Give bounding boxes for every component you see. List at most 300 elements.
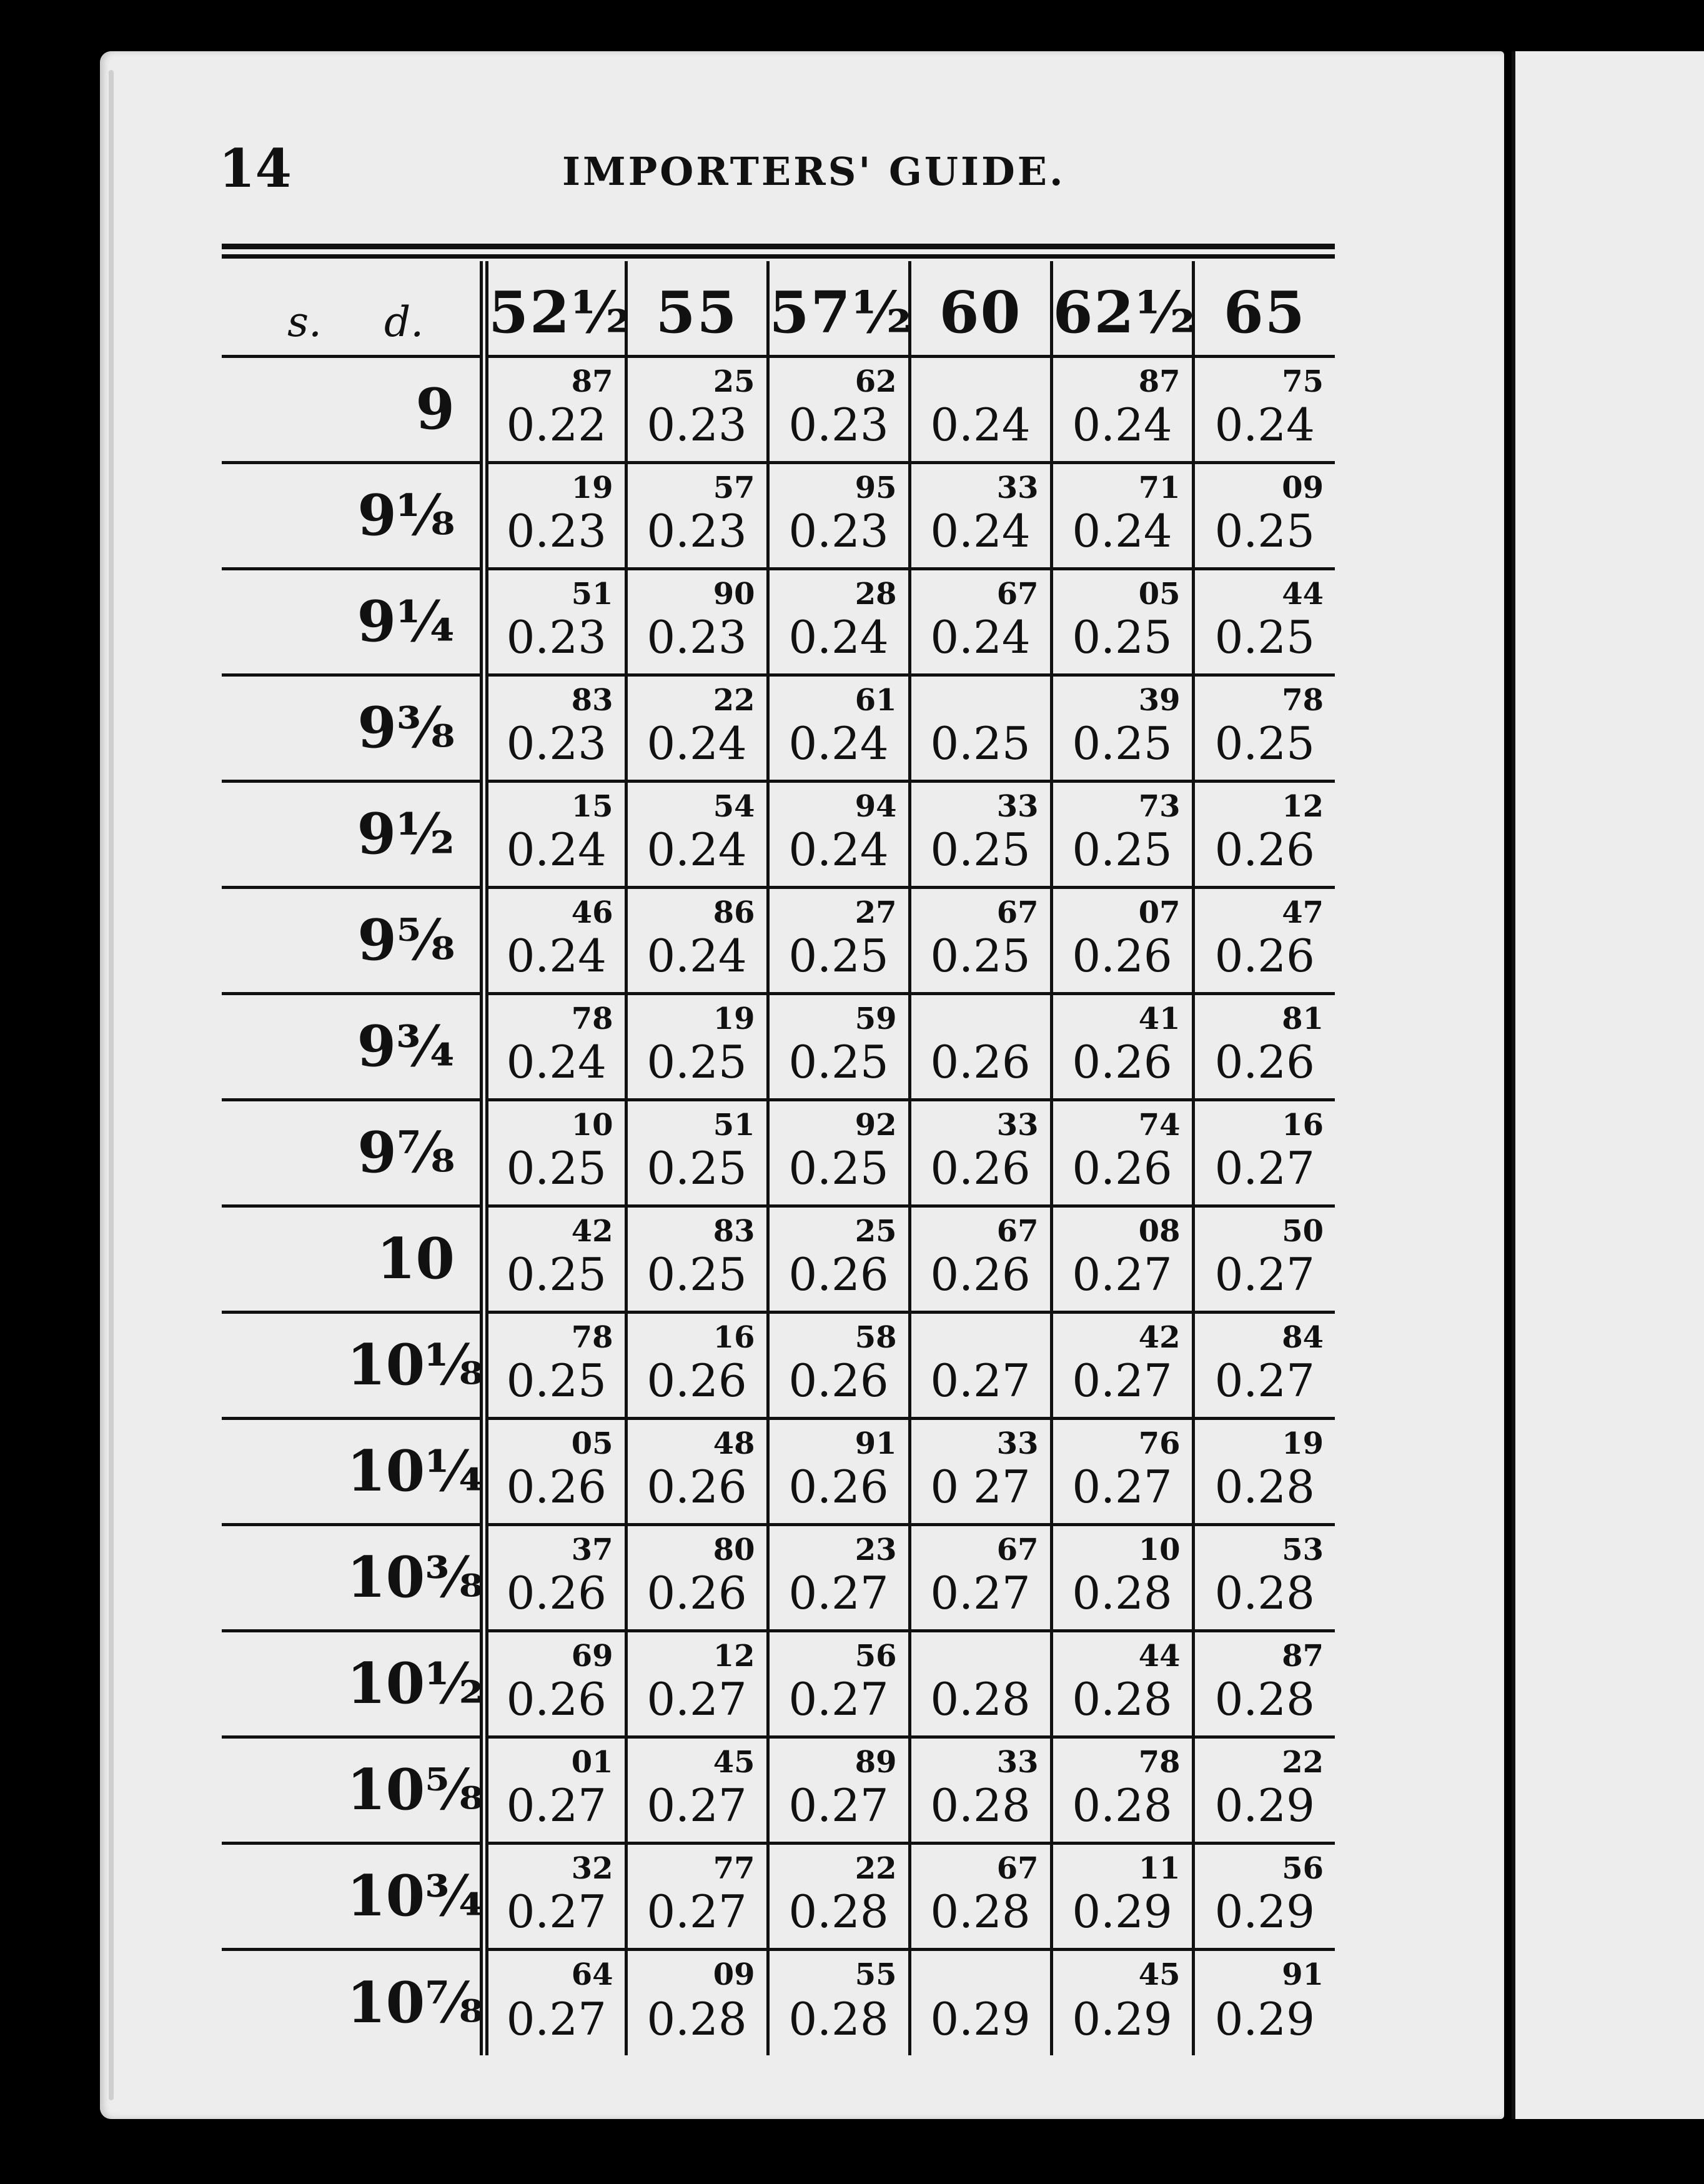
value-cell	[909, 356, 1051, 462]
shillings-cell	[222, 568, 347, 675]
value-fraction-digits: 95	[854, 470, 897, 505]
value-fraction-digits: 83	[571, 682, 613, 718]
value-cell	[1193, 993, 1335, 1099]
value-cell	[768, 462, 909, 568]
value-fraction-digits: 33	[996, 788, 1039, 824]
value-cell	[1051, 1099, 1193, 1206]
value-fraction-digits: 67	[996, 1532, 1039, 1567]
value-fraction-digits: 73	[1138, 788, 1181, 824]
value-main: 0.24	[788, 823, 889, 876]
value-fraction-digits: 33	[996, 1107, 1039, 1143]
table-row	[222, 1949, 1335, 2055]
value-cell	[1193, 1949, 1335, 2055]
header-row	[222, 261, 1335, 356]
value-cell	[768, 1949, 909, 2055]
page-title: IMPORTERS' GUIDE.	[562, 149, 1066, 194]
value-cell	[626, 1843, 768, 1949]
value-main: 0.26	[646, 1354, 747, 1407]
value-cell	[484, 993, 626, 1099]
shillings-cell	[222, 675, 347, 781]
value-fraction-digits: 56	[1282, 1850, 1324, 1886]
value-cell	[626, 781, 768, 887]
value-main: 0.26	[646, 1460, 747, 1513]
value-cell	[1193, 887, 1335, 993]
value-main: 0.23	[506, 610, 607, 663]
value-fraction-digits: 87	[1282, 1638, 1324, 1674]
shillings-cell	[222, 1737, 347, 1843]
value-fraction-digits: 10	[571, 1107, 613, 1143]
value-cell	[484, 1631, 626, 1737]
table-row	[222, 568, 1335, 675]
value-fraction-digits: 51	[571, 576, 613, 612]
value-fraction-digits: 67	[996, 895, 1039, 930]
value-fraction-digits: 62	[854, 364, 897, 399]
value-cell	[626, 993, 768, 1099]
value-fraction-digits: 51	[713, 1107, 755, 1143]
shillings-cell	[222, 1631, 347, 1737]
value-cell	[768, 356, 909, 462]
pence-header: d.	[347, 261, 484, 356]
value-main: 0.25	[1072, 823, 1172, 876]
shillings-cell	[222, 1206, 347, 1312]
value-fraction-digits: 87	[571, 364, 613, 399]
value-main: 0.27	[1072, 1354, 1172, 1407]
value-main: 0.26	[1214, 823, 1315, 876]
value-main: 0.26	[1072, 1035, 1172, 1088]
value-main: 0.27	[646, 1885, 747, 1938]
value-cell	[484, 462, 626, 568]
shillings-cell	[222, 1099, 347, 1206]
value-fraction-digits: 92	[854, 1107, 897, 1143]
value-cell	[1051, 1949, 1193, 2055]
value-main: 0.28	[1214, 1566, 1315, 1619]
rate-header: 65	[1193, 261, 1335, 356]
value-main: 0.26	[1072, 929, 1172, 982]
value-fraction-digits: 50	[1282, 1213, 1324, 1249]
price-label: 10¼	[347, 1418, 484, 1524]
value-main: 0.29	[1072, 1885, 1172, 1938]
value-main: 0.25	[1214, 504, 1315, 557]
value-cell	[909, 1312, 1051, 1418]
value-main: 0.23	[788, 398, 889, 451]
value-cell	[626, 462, 768, 568]
table-row	[222, 1206, 1335, 1312]
value-main: 0.26	[930, 1141, 1031, 1194]
value-fraction-digits: 39	[1138, 682, 1181, 718]
value-main: 0.25	[506, 1248, 607, 1301]
value-main: 0.27	[1072, 1248, 1172, 1301]
value-fraction-digits: 71	[1138, 470, 1181, 505]
value-main: 0.27	[646, 1779, 747, 1832]
value-fraction-digits: 42	[1138, 1319, 1181, 1355]
value-fraction-digits: 15	[571, 788, 613, 824]
value-cell	[1193, 781, 1335, 887]
value-fraction-digits: 64	[571, 1957, 613, 1992]
value-main: 0.24	[1072, 504, 1172, 557]
value-main: 0.28	[930, 1885, 1031, 1938]
value-cell	[1051, 887, 1193, 993]
value-cell	[484, 356, 626, 462]
value-fraction-digits: 08	[1138, 1213, 1181, 1249]
value-cell	[626, 887, 768, 993]
value-fraction-digits: 54	[713, 788, 755, 824]
price-label: 10	[347, 1206, 484, 1312]
value-main: 0.26	[930, 1248, 1031, 1301]
value-main: 0.25	[930, 823, 1031, 876]
value-fraction-digits: 10	[1138, 1532, 1181, 1567]
value-fraction-digits: 81	[1282, 1001, 1324, 1036]
value-fraction-digits: 23	[854, 1532, 897, 1567]
value-main: 0.25	[1214, 610, 1315, 663]
value-cell	[626, 1206, 768, 1312]
value-main: 0.29	[1214, 1779, 1315, 1832]
value-cell	[768, 568, 909, 675]
value-fraction-digits: 12	[713, 1638, 755, 1674]
value-cell	[1193, 675, 1335, 781]
value-main: 0.24	[930, 610, 1031, 663]
table-row	[222, 1312, 1335, 1418]
value-cell	[1193, 462, 1335, 568]
value-main: 0.27	[506, 1993, 607, 2045]
value-main: 0.24	[930, 398, 1031, 451]
shillings-cell	[222, 356, 347, 462]
value-cell	[484, 1843, 626, 1949]
value-main: 0.28	[1214, 1460, 1315, 1513]
value-fraction-digits: 83	[713, 1213, 755, 1249]
shillings-cell	[222, 1524, 347, 1631]
rate-header: 62½	[1051, 261, 1193, 356]
value-cell	[1051, 1843, 1193, 1949]
value-main: 0.29	[1214, 1993, 1315, 2045]
price-label: 9	[347, 356, 484, 462]
value-fraction-digits: 75	[1282, 364, 1324, 399]
value-fraction-digits: 41	[1138, 1001, 1181, 1036]
table-row	[222, 462, 1335, 568]
value-fraction-digits: 45	[713, 1744, 755, 1780]
value-cell	[1051, 1737, 1193, 1843]
value-main: 0.25	[930, 717, 1031, 770]
value-fraction-digits: 57	[713, 470, 755, 505]
table-row	[222, 1099, 1335, 1206]
value-fraction-digits: 48	[713, 1426, 755, 1461]
price-label: 10⅜	[347, 1524, 484, 1631]
value-main: 0.27	[1072, 1460, 1172, 1513]
value-cell	[484, 1524, 626, 1631]
value-fraction-digits: 53	[1282, 1532, 1324, 1567]
price-label: 10¾	[347, 1843, 484, 1949]
value-main: 0.23	[646, 504, 747, 557]
value-cell	[626, 1524, 768, 1631]
value-fraction-digits: 01	[571, 1744, 613, 1780]
value-fraction-digits: 47	[1282, 895, 1324, 930]
value-cell	[768, 1206, 909, 1312]
value-fraction-digits: 67	[996, 1850, 1039, 1886]
value-main: 0.27	[930, 1566, 1031, 1619]
value-cell	[768, 1737, 909, 1843]
value-cell	[1193, 1631, 1335, 1737]
value-fraction-digits: 61	[854, 682, 897, 718]
table-row	[222, 1418, 1335, 1524]
value-main: 0.23	[788, 504, 889, 557]
value-fraction-digits: 16	[1282, 1107, 1324, 1143]
value-cell	[1193, 1418, 1335, 1524]
value-cell	[1051, 356, 1193, 462]
value-cell	[484, 1418, 626, 1524]
value-main: 0.26	[1214, 929, 1315, 982]
value-fraction-digits: 56	[854, 1638, 897, 1674]
value-fraction-digits: 59	[854, 1001, 897, 1036]
value-cell	[626, 1737, 768, 1843]
value-main: 0.24	[788, 717, 889, 770]
value-fraction-digits: 27	[854, 895, 897, 930]
value-main: 0.26	[788, 1460, 889, 1513]
price-label: 9⅞	[347, 1099, 484, 1206]
value-fraction-digits: 25	[854, 1213, 897, 1249]
shillings-header: s.	[222, 261, 347, 356]
value-fraction-digits: 05	[571, 1426, 613, 1461]
price-label: 9⅛	[347, 462, 484, 568]
value-cell	[909, 1843, 1051, 1949]
value-main: 0.23	[506, 717, 607, 770]
value-cell	[768, 781, 909, 887]
value-main: 0.28	[788, 1993, 889, 2045]
value-main: 0.26	[506, 1672, 607, 1725]
value-main: 0.23	[646, 610, 747, 663]
value-cell	[484, 887, 626, 993]
value-main: 0.28	[788, 1885, 889, 1938]
value-cell	[484, 675, 626, 781]
value-cell	[626, 1949, 768, 2055]
value-fraction-digits: 44	[1138, 1638, 1181, 1674]
value-cell	[1051, 1206, 1193, 1312]
value-main: 0.27	[788, 1566, 889, 1619]
value-fraction-digits: 16	[713, 1319, 755, 1355]
value-main: 0.27	[1214, 1141, 1315, 1194]
value-fraction-digits: 19	[713, 1001, 755, 1036]
value-main: 0.25	[1072, 717, 1172, 770]
value-fraction-digits: 55	[854, 1957, 897, 1992]
value-cell	[909, 993, 1051, 1099]
value-fraction-digits: 78	[571, 1319, 613, 1355]
value-cell	[909, 675, 1051, 781]
value-main: 0.29	[1072, 1993, 1172, 2045]
value-main: 0.27	[788, 1672, 889, 1725]
value-fraction-digits: 42	[571, 1213, 613, 1249]
value-fraction-digits: 28	[854, 576, 897, 612]
value-cell	[909, 1524, 1051, 1631]
price-label: 10⅛	[347, 1312, 484, 1418]
value-fraction-digits: 84	[1282, 1319, 1324, 1355]
value-main: 0.25	[788, 929, 889, 982]
value-main: 0.26	[506, 1566, 607, 1619]
value-main: 0.29	[930, 1993, 1031, 2045]
value-cell	[1051, 462, 1193, 568]
facing-page-edge	[1512, 51, 1704, 2119]
value-main: 0.23	[646, 398, 747, 451]
value-fraction-digits: 86	[713, 895, 755, 930]
value-cell	[909, 1737, 1051, 1843]
value-main: 0.25	[646, 1248, 747, 1301]
shillings-cell	[222, 1949, 347, 2055]
value-main: 0.25	[788, 1035, 889, 1088]
value-main: 0.26	[646, 1566, 747, 1619]
table-row	[222, 993, 1335, 1099]
table-row	[222, 356, 1335, 462]
value-main: 0.29	[1214, 1885, 1315, 1938]
table-row	[222, 1843, 1335, 1949]
value-cell	[484, 568, 626, 675]
price-label: 10⅝	[347, 1737, 484, 1843]
value-cell	[768, 887, 909, 993]
value-fraction-digits: 80	[713, 1532, 755, 1567]
value-cell	[1193, 356, 1335, 462]
value-fraction-digits: 58	[854, 1319, 897, 1355]
shillings-cell	[222, 1312, 347, 1418]
value-main: 0.24	[506, 1035, 607, 1088]
value-fraction-digits: 37	[571, 1532, 613, 1567]
value-fraction-digits: 76	[1138, 1426, 1181, 1461]
value-main: 0.25	[506, 1354, 607, 1407]
header-double-rule	[222, 244, 1335, 259]
value-cell	[484, 1206, 626, 1312]
shillings-cell	[222, 781, 347, 887]
value-cell	[768, 1312, 909, 1418]
page-number: 14	[219, 137, 292, 199]
value-fraction-digits: 90	[713, 576, 755, 612]
table-row	[222, 887, 1335, 993]
value-cell	[909, 1206, 1051, 1312]
value-cell	[1193, 1312, 1335, 1418]
value-fraction-digits: 46	[571, 895, 613, 930]
value-cell	[909, 781, 1051, 887]
value-main: 0.25	[1072, 610, 1172, 663]
value-main: 0.28	[646, 1993, 747, 2045]
value-fraction-digits: 78	[1282, 682, 1324, 718]
value-main: 0.28	[1072, 1566, 1172, 1619]
value-fraction-digits: 89	[854, 1744, 897, 1780]
value-cell	[909, 1099, 1051, 1206]
value-cell	[768, 1099, 909, 1206]
price-label: 9¼	[347, 568, 484, 675]
value-cell	[626, 1099, 768, 1206]
value-main: 0.24	[646, 717, 747, 770]
value-cell	[1051, 568, 1193, 675]
value-cell	[909, 1949, 1051, 2055]
value-cell	[768, 1631, 909, 1737]
table-row	[222, 1631, 1335, 1737]
value-cell	[626, 1312, 768, 1418]
value-main: 0.27	[506, 1779, 607, 1832]
value-fraction-digits: 33	[996, 470, 1039, 505]
value-fraction-digits: 33	[996, 1744, 1039, 1780]
price-label: 9⅜	[347, 675, 484, 781]
value-fraction-digits: 87	[1138, 364, 1181, 399]
value-fraction-digits: 67	[996, 576, 1039, 612]
value-main: 0.24	[506, 929, 607, 982]
value-fraction-digits: 94	[854, 788, 897, 824]
value-main: 0.27	[788, 1779, 889, 1832]
value-cell	[1193, 1206, 1335, 1312]
table-row	[222, 1737, 1335, 1843]
value-fraction-digits: 12	[1282, 788, 1324, 824]
shillings-cell	[222, 1418, 347, 1524]
value-fraction-digits: 69	[571, 1638, 613, 1674]
table-row	[222, 781, 1335, 887]
value-cell	[484, 1949, 626, 2055]
value-fraction-digits: 91	[1282, 1957, 1324, 1992]
value-main: 0.28	[930, 1672, 1031, 1725]
value-cell	[909, 568, 1051, 675]
value-main: 0.26	[1072, 1141, 1172, 1194]
value-fraction-digits: 44	[1282, 576, 1324, 612]
value-fraction-digits: 07	[1138, 895, 1181, 930]
value-cell	[909, 1418, 1051, 1524]
running-head	[219, 137, 1405, 212]
value-cell	[484, 1312, 626, 1418]
value-main: 0 27	[930, 1460, 1031, 1513]
rate-header: 55	[626, 261, 768, 356]
value-fraction-digits: 78	[571, 1001, 613, 1036]
value-cell	[1051, 1631, 1193, 1737]
value-cell	[1051, 675, 1193, 781]
rate-header: 60	[909, 261, 1051, 356]
value-main: 0.23	[506, 504, 607, 557]
value-main: 0.25	[646, 1035, 747, 1088]
value-cell	[484, 1099, 626, 1206]
value-cell	[909, 462, 1051, 568]
value-fraction-digits: 67	[996, 1213, 1039, 1249]
value-cell	[1193, 1737, 1335, 1843]
value-main: 0.26	[788, 1354, 889, 1407]
value-main: 0.28	[1072, 1672, 1172, 1725]
conversion-table	[222, 261, 1335, 2055]
value-main: 0.28	[930, 1779, 1031, 1832]
value-cell	[626, 356, 768, 462]
value-cell	[1051, 1312, 1193, 1418]
value-cell	[626, 1631, 768, 1737]
shillings-cell	[222, 887, 347, 993]
value-main: 0.28	[1214, 1672, 1315, 1725]
table-row	[222, 675, 1335, 781]
value-fraction-digits: 19	[571, 470, 613, 505]
price-label: 9⅝	[347, 887, 484, 993]
value-fraction-digits: 09	[713, 1957, 755, 1992]
value-main: 0.27	[646, 1672, 747, 1725]
value-main: 0.27	[1214, 1354, 1315, 1407]
value-cell	[1051, 1418, 1193, 1524]
value-cell	[768, 675, 909, 781]
value-main: 0.24	[646, 823, 747, 876]
value-main: 0.28	[1072, 1779, 1172, 1832]
value-cell	[1193, 1524, 1335, 1631]
value-fraction-digits: 22	[713, 682, 755, 718]
value-main: 0.26	[1214, 1035, 1315, 1088]
value-cell	[1051, 1524, 1193, 1631]
value-cell	[626, 1418, 768, 1524]
value-fraction-digits: 25	[713, 364, 755, 399]
value-cell	[626, 568, 768, 675]
value-fraction-digits: 22	[1282, 1744, 1324, 1780]
price-label: 10⅞	[347, 1970, 483, 2037]
value-main: 0.25	[930, 929, 1031, 982]
value-main: 0.24	[1214, 398, 1315, 451]
value-main: 0.27	[930, 1354, 1031, 1407]
price-label: 9¾	[347, 993, 484, 1099]
value-cell	[768, 1524, 909, 1631]
price-label: 9½	[347, 781, 484, 887]
value-main: 0.22	[506, 398, 607, 451]
value-cell	[626, 675, 768, 781]
